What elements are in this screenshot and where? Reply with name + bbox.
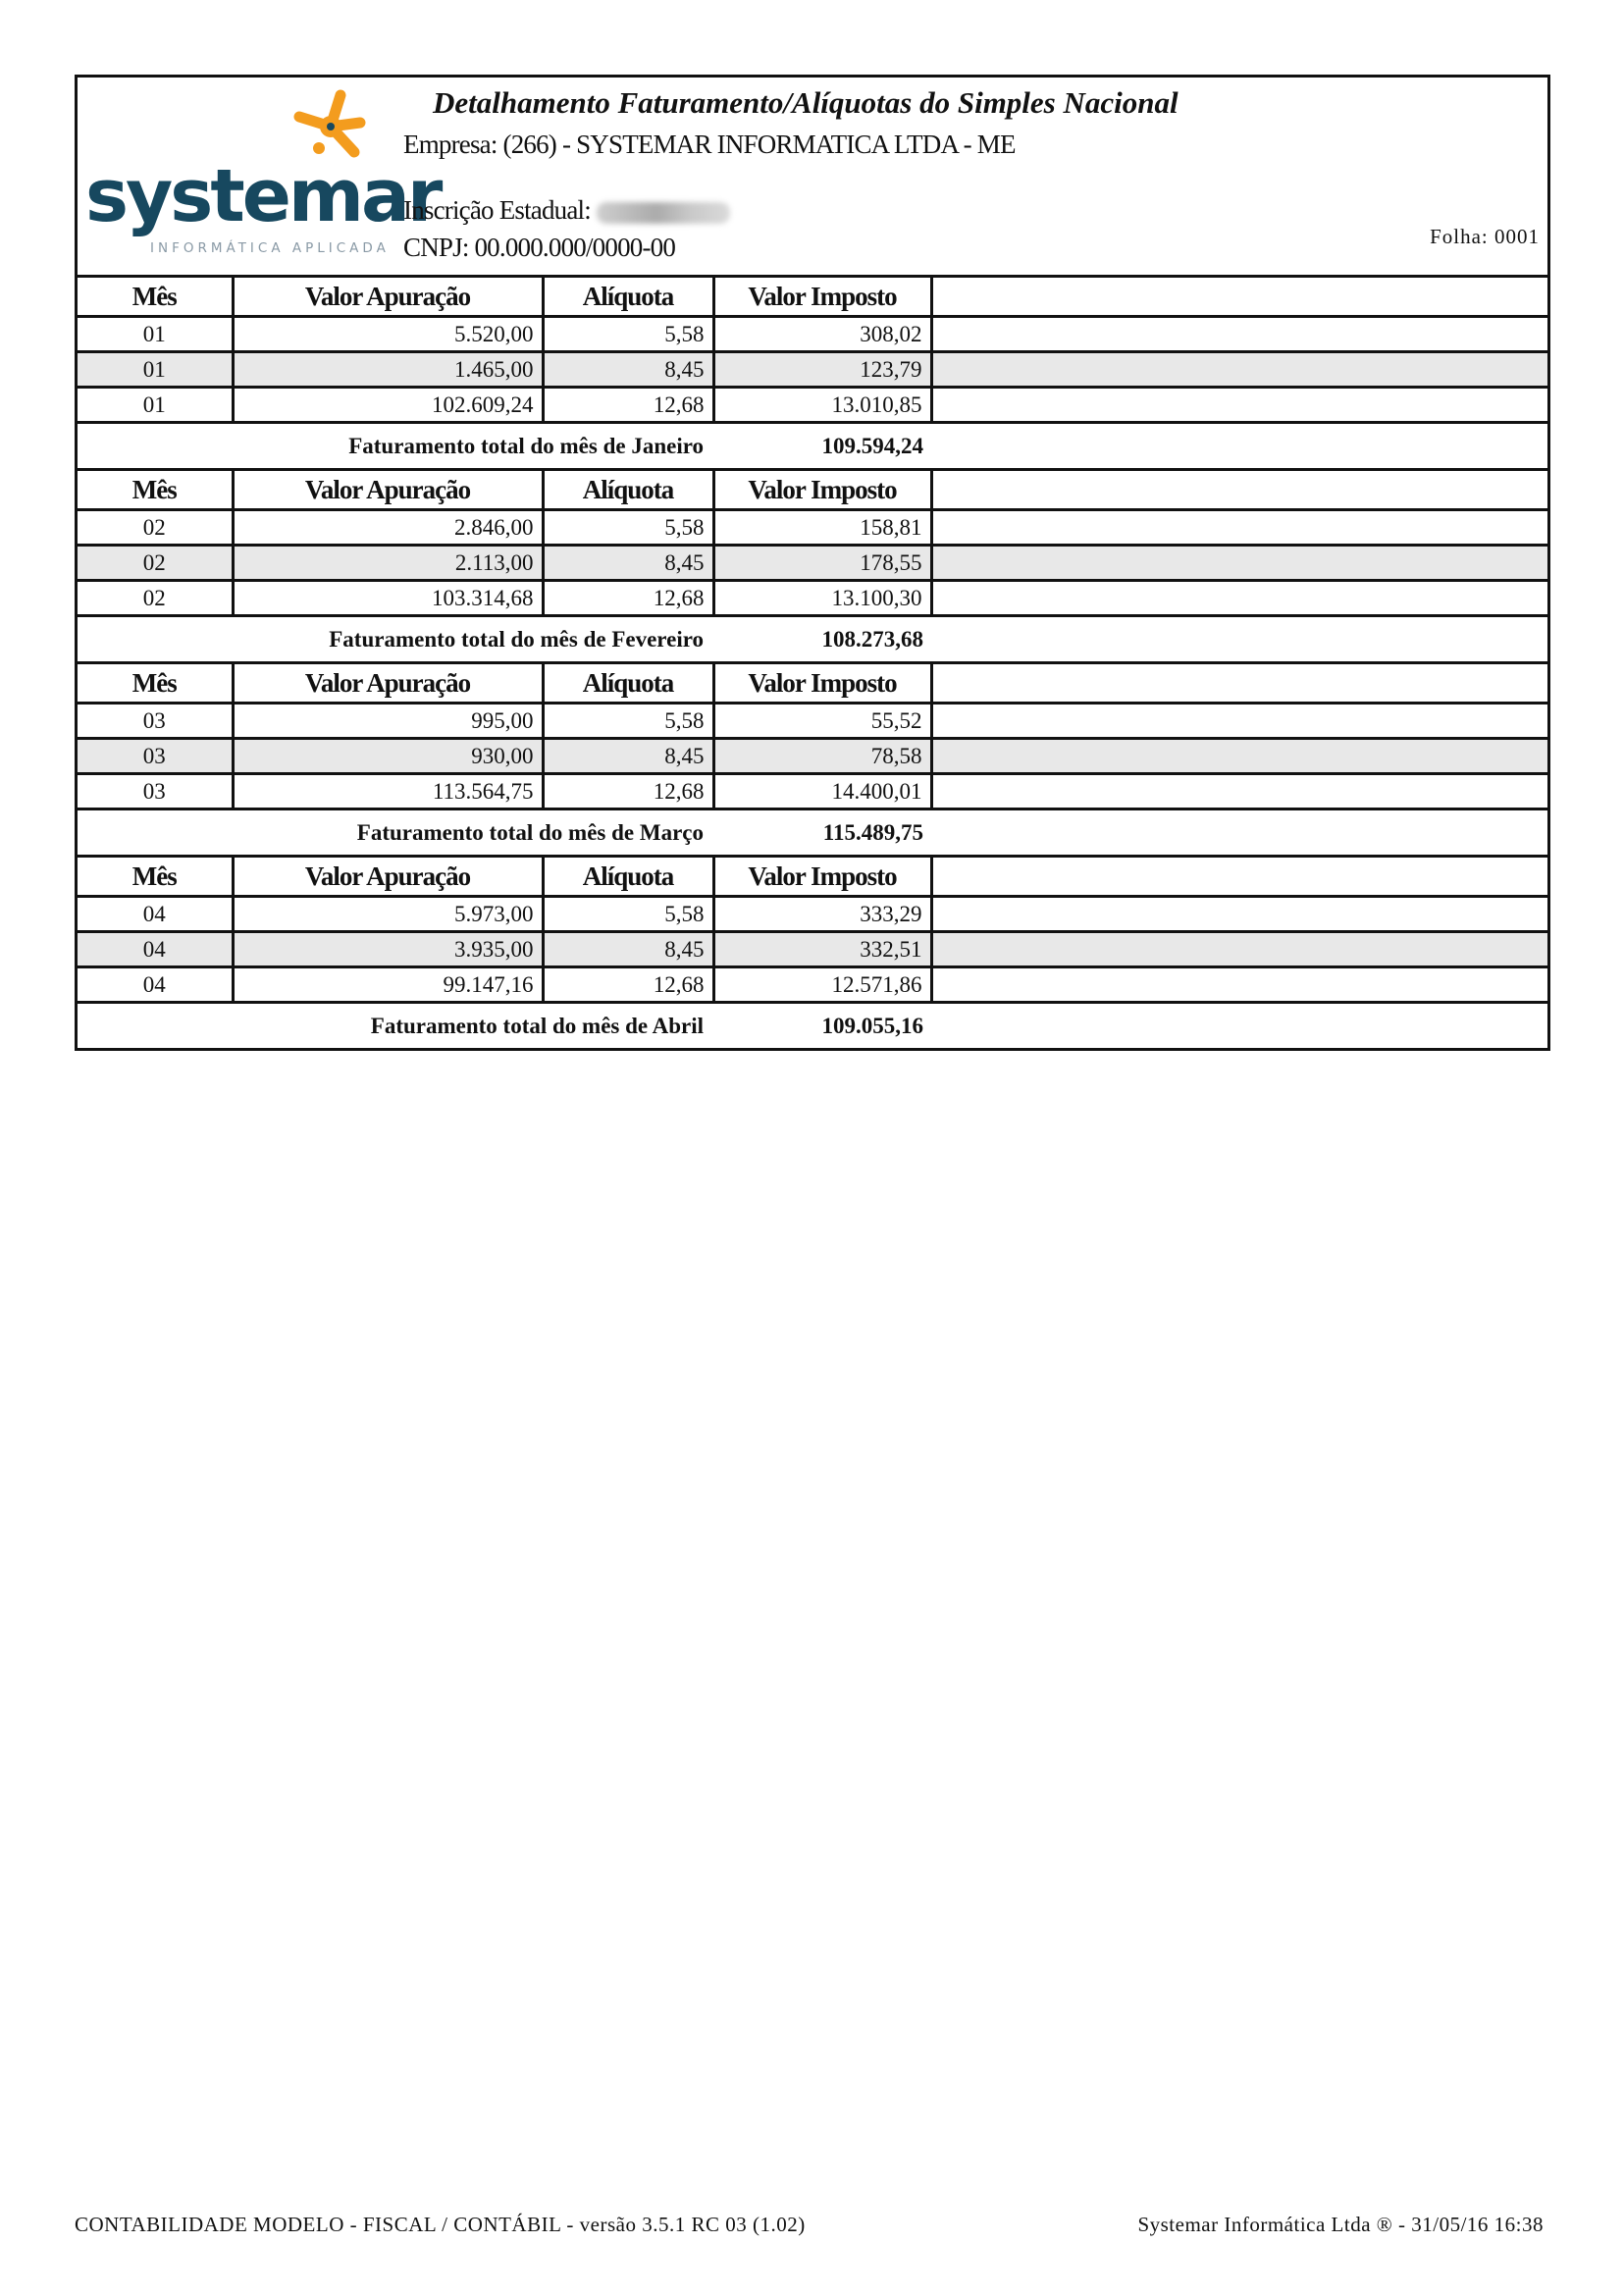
cell-blank <box>931 581 1547 616</box>
cell-valor-imposto: 13.100,30 <box>713 581 931 616</box>
header-mes: Mês <box>78 857 233 897</box>
cell-aliquota: 8,45 <box>543 739 713 774</box>
header-valor-apuracao: Valor Apuração <box>233 278 543 317</box>
column-header-row <box>78 857 1547 897</box>
column-header-row <box>78 470 1547 510</box>
cell-aliquota: 5,58 <box>543 317 713 352</box>
footer-right: Systemar Informática Ltda ® - 31/05/16 16:38 <box>1137 2213 1544 2236</box>
cell-valor-apuracao: 1.465,00 <box>233 352 543 388</box>
header-mes: Mês <box>78 663 233 704</box>
cell-mes: 02 <box>78 581 233 616</box>
cell-valor-apuracao: 103.314,68 <box>233 581 543 616</box>
cell-mes: 01 <box>78 388 233 423</box>
logo-word: systemar <box>85 154 441 238</box>
cell-aliquota: 12,68 <box>543 581 713 616</box>
header-valor-imposto: Valor Imposto <box>713 857 931 897</box>
empresa-line: Empresa: (266) - SYSTEMAR INFORMATICA LTDA - ME <box>403 130 1016 159</box>
header-valor-imposto: Valor Imposto <box>713 663 931 704</box>
column-header-row <box>78 663 1547 704</box>
cell-blank <box>931 704 1547 739</box>
month-total-label: Faturamento total do mês de Abril <box>370 1014 704 1038</box>
cell-blank <box>931 897 1547 932</box>
cell-valor-apuracao: 113.564,75 <box>233 774 543 809</box>
header-mes: Mês <box>78 278 233 317</box>
report <box>75 75 1550 1051</box>
header-aliquota: Alíquota <box>543 470 713 510</box>
report-header <box>78 78 1547 278</box>
month-total-label: Faturamento total do mês de Fevereiro <box>78 616 713 663</box>
cell-aliquota: 8,45 <box>543 352 713 388</box>
cell-valor-imposto: 178,55 <box>713 546 931 581</box>
month-total-row <box>78 423 1547 470</box>
cell-aliquota: 12,68 <box>543 388 713 423</box>
footer-left: CONTABILIDADE MODELO - FISCAL / CONTÁBIL - versão 3.5.1 RC 03 (1.02) <box>75 2213 806 2236</box>
cell-blank <box>931 352 1547 388</box>
cell-valor-imposto: 333,29 <box>713 897 931 932</box>
cell-valor-apuracao: 99.147,16 <box>233 967 543 1003</box>
table-row <box>78 967 1547 1003</box>
cell-mes: 01 <box>78 352 233 388</box>
cell-valor-imposto: 14.400,01 <box>713 774 931 809</box>
cell-mes: 01 <box>78 317 233 352</box>
cell-mes: 04 <box>78 932 233 967</box>
month-total-row <box>78 616 1547 663</box>
cell-valor-apuracao: 5.973,00 <box>233 897 543 932</box>
cell-aliquota: 12,68 <box>543 774 713 809</box>
cell-valor-imposto: 78,58 <box>713 739 931 774</box>
table-row <box>78 317 1547 352</box>
cell-blank <box>931 967 1547 1003</box>
table-row <box>78 388 1547 423</box>
cell-aliquota: 8,45 <box>543 932 713 967</box>
cell-mes: 04 <box>78 897 233 932</box>
month-block <box>78 857 1547 1049</box>
header-valor-apuracao: Valor Apuração <box>233 857 543 897</box>
header-valor-imposto: Valor Imposto <box>713 278 931 317</box>
cell-valor-imposto: 12.571,86 <box>713 967 931 1003</box>
month-total-row <box>78 1003 1547 1049</box>
header-aliquota: Alíquota <box>543 857 713 897</box>
cell-mes: 02 <box>78 546 233 581</box>
cell-mes: 03 <box>78 704 233 739</box>
table-row <box>78 510 1547 546</box>
cell-blank <box>931 546 1547 581</box>
cell-valor-imposto: 332,51 <box>713 932 931 967</box>
month-total-value: 115.489,75 <box>713 809 931 857</box>
cell-valor-apuracao: 2.846,00 <box>233 510 543 546</box>
month-total-label: Faturamento total do mês de Março <box>78 809 713 857</box>
month-total-value: 109.055,16 <box>821 1014 923 1038</box>
header-aliquota: Alíquota <box>543 278 713 317</box>
table-row <box>78 581 1547 616</box>
total-blank <box>931 616 1547 663</box>
table-row <box>78 932 1547 967</box>
cell-mes: 02 <box>78 510 233 546</box>
cell-aliquota: 5,58 <box>543 897 713 932</box>
cell-mes: 03 <box>78 774 233 809</box>
table-row <box>78 739 1547 774</box>
header-valor-apuracao: Valor Apuração <box>233 470 543 510</box>
revenue-table <box>78 278 1547 1048</box>
cell-blank <box>931 510 1547 546</box>
cell-blank <box>931 388 1547 423</box>
header-valor-imposto: Valor Imposto <box>713 470 931 510</box>
cell-valor-apuracao: 102.609,24 <box>233 388 543 423</box>
cell-valor-imposto: 308,02 <box>713 317 931 352</box>
redacted-value <box>597 202 730 224</box>
header-aliquota: Alíquota <box>543 663 713 704</box>
cell-valor-imposto: 158,81 <box>713 510 931 546</box>
header-blank <box>931 278 1547 317</box>
inscricao-estadual-line <box>403 195 730 226</box>
cell-aliquota: 12,68 <box>543 967 713 1003</box>
month-total-row <box>78 809 1547 857</box>
cell-valor-apuracao: 995,00 <box>233 704 543 739</box>
table-row <box>78 546 1547 581</box>
total-blank <box>931 423 1547 470</box>
table-row <box>78 704 1547 739</box>
cell-mes: 03 <box>78 739 233 774</box>
cell-aliquota: 5,58 <box>543 704 713 739</box>
inscricao-estadual-label: Inscrição Estadual: <box>403 195 591 225</box>
total-blank <box>931 1003 1547 1049</box>
month-block <box>78 663 1547 857</box>
cell-valor-apuracao: 930,00 <box>233 739 543 774</box>
company-logo <box>85 83 441 270</box>
page-number: Folha: 0001 <box>1430 225 1540 248</box>
month-block <box>78 278 1547 470</box>
header-blank <box>931 663 1547 704</box>
logo-subtitle: INFORMÁTICA APLICADA <box>150 240 390 256</box>
cell-mes: 04 <box>78 967 233 1003</box>
month-total-label: Faturamento total do mês de Janeiro <box>78 423 713 470</box>
cell-blank <box>931 739 1547 774</box>
cell-blank <box>931 317 1547 352</box>
table-row <box>78 897 1547 932</box>
report-title: Detalhamento Faturamento/Alíquotas do Simples Nacional <box>433 85 1179 120</box>
header-blank <box>931 470 1547 510</box>
cell-valor-imposto: 123,79 <box>713 352 931 388</box>
month-block <box>78 470 1547 663</box>
cell-valor-apuracao: 2.113,00 <box>233 546 543 581</box>
cnpj-line: CNPJ: 00.000.000/0000-00 <box>403 233 676 262</box>
cell-aliquota: 8,45 <box>543 546 713 581</box>
header-valor-apuracao: Valor Apuração <box>233 663 543 704</box>
cell-valor-apuracao: 5.520,00 <box>233 317 543 352</box>
cell-valor-apuracao: 3.935,00 <box>233 932 543 967</box>
table-row <box>78 774 1547 809</box>
cell-blank <box>931 774 1547 809</box>
cell-valor-imposto: 13.010,85 <box>713 388 931 423</box>
table-row <box>78 352 1547 388</box>
total-blank <box>931 809 1547 857</box>
column-header-row <box>78 278 1547 317</box>
header-mes: Mês <box>78 470 233 510</box>
cell-valor-imposto: 55,52 <box>713 704 931 739</box>
cell-aliquota: 5,58 <box>543 510 713 546</box>
month-total-value: 109.594,24 <box>713 423 931 470</box>
month-total-value: 108.273,68 <box>713 616 931 663</box>
header-blank <box>931 857 1547 897</box>
cell-blank <box>931 932 1547 967</box>
